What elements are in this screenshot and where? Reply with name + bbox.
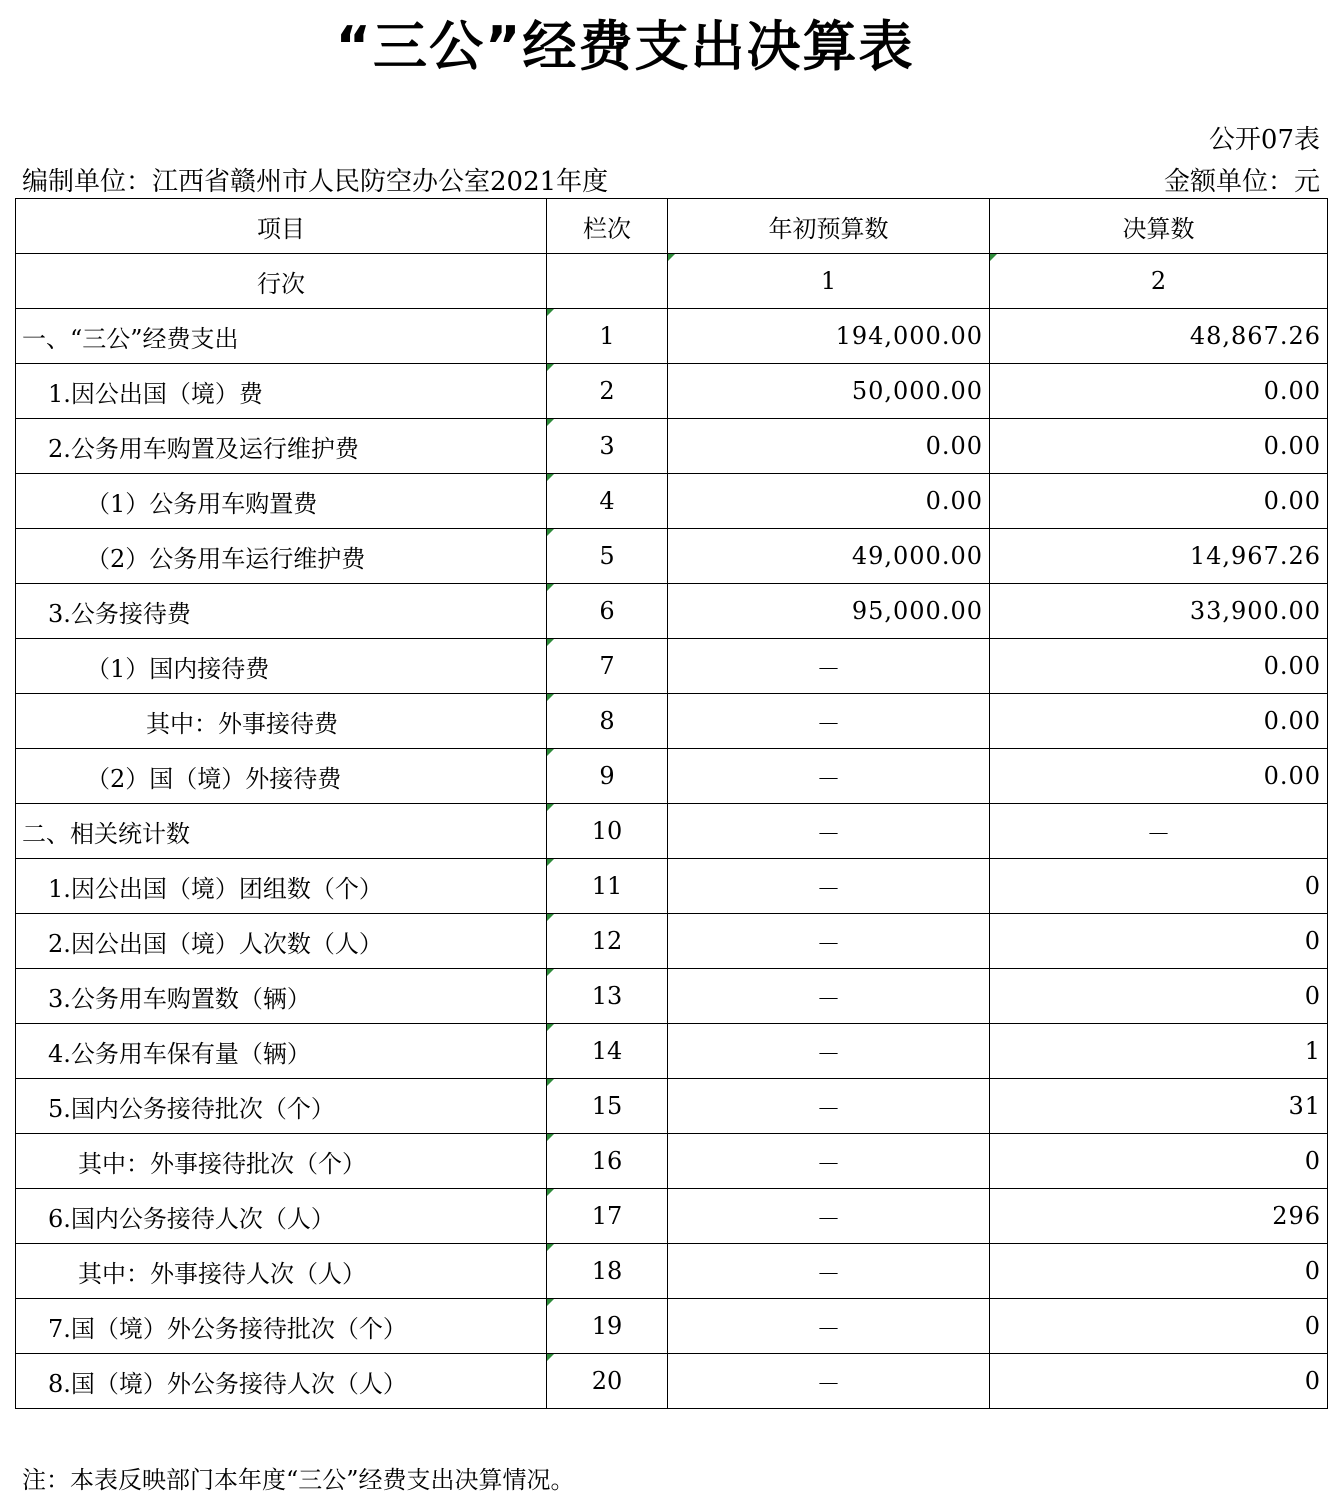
row-seq: 12 bbox=[547, 914, 668, 969]
row-item: （1）国内接待费 bbox=[16, 639, 547, 694]
row-final: 48,867.26 bbox=[990, 309, 1328, 364]
row-final: 0 bbox=[990, 1354, 1328, 1409]
row-final: 0.00 bbox=[990, 694, 1328, 749]
table-row bbox=[16, 804, 1328, 859]
row-budget: － bbox=[668, 804, 990, 859]
header-seq: 栏次 bbox=[547, 199, 668, 254]
table-row bbox=[16, 1244, 1328, 1299]
seq-blank bbox=[547, 254, 668, 309]
header-final: 决算数 bbox=[990, 199, 1328, 254]
row-final: 296 bbox=[990, 1189, 1328, 1244]
row-seq: 8 bbox=[547, 694, 668, 749]
row-item: 8.国（境）外公务接待人次（人） bbox=[16, 1354, 547, 1409]
table-row bbox=[16, 309, 1328, 364]
row-seq: 5 bbox=[547, 529, 668, 584]
row-budget: 49,000.00 bbox=[668, 529, 990, 584]
row-budget: － bbox=[668, 1024, 990, 1079]
row-seq: 18 bbox=[547, 1244, 668, 1299]
row-seq: 2 bbox=[547, 364, 668, 419]
row-item: 4.公务用车保有量（辆） bbox=[16, 1024, 547, 1079]
row-budget: － bbox=[668, 914, 990, 969]
unit-line bbox=[22, 164, 1320, 200]
row-budget: 50,000.00 bbox=[668, 364, 990, 419]
row-item: 其中：外事接待批次（个） bbox=[16, 1134, 547, 1189]
row-budget: － bbox=[668, 1134, 990, 1189]
table-row bbox=[16, 419, 1328, 474]
expense-table bbox=[15, 198, 1328, 1409]
row-budget: － bbox=[668, 1189, 990, 1244]
row-seq: 6 bbox=[547, 584, 668, 639]
row-final: 0.00 bbox=[990, 419, 1328, 474]
row-seq: 13 bbox=[547, 969, 668, 1024]
row-seq: 1 bbox=[547, 309, 668, 364]
row-final: 0 bbox=[990, 859, 1328, 914]
row-budget: － bbox=[668, 694, 990, 749]
row-seq: 16 bbox=[547, 1134, 668, 1189]
row-item: （2）公务用车运行维护费 bbox=[16, 529, 547, 584]
row-item: 其中：外事接待人次（人） bbox=[16, 1244, 547, 1299]
row-seq: 11 bbox=[547, 859, 668, 914]
row-final: 0 bbox=[990, 1299, 1328, 1354]
row-budget: － bbox=[668, 969, 990, 1024]
row-seq: 9 bbox=[547, 749, 668, 804]
row-seq: 15 bbox=[547, 1079, 668, 1134]
row-final: 14,967.26 bbox=[990, 529, 1328, 584]
row-seq: 17 bbox=[547, 1189, 668, 1244]
row-final: 0 bbox=[990, 1244, 1328, 1299]
table-row bbox=[16, 1079, 1328, 1134]
row-final: 0.00 bbox=[990, 474, 1328, 529]
row-item: 6.国内公务接待人次（人） bbox=[16, 1189, 547, 1244]
table-row bbox=[16, 969, 1328, 1024]
page-title: “三公”经费支出决算表 bbox=[335, 15, 915, 78]
row-final: 0 bbox=[990, 969, 1328, 1024]
table-row bbox=[16, 914, 1328, 969]
table-row bbox=[16, 474, 1328, 529]
row-item: 5.国内公务接待批次（个） bbox=[16, 1079, 547, 1134]
budget-column-number: 1 bbox=[668, 254, 990, 309]
row-label: 行次 bbox=[16, 254, 547, 309]
row-final: － bbox=[990, 804, 1328, 859]
row-item: 二、相关统计数 bbox=[16, 804, 547, 859]
row-item: 3.公务用车购置数（辆） bbox=[16, 969, 547, 1024]
table-row bbox=[16, 1189, 1328, 1244]
table-row bbox=[16, 1354, 1328, 1409]
table-row bbox=[16, 1134, 1328, 1189]
row-seq: 20 bbox=[547, 1354, 668, 1409]
header-row bbox=[16, 199, 1328, 254]
row-item: 2.公务用车购置及运行维护费 bbox=[16, 419, 547, 474]
row-item: （2）国（境）外接待费 bbox=[16, 749, 547, 804]
row-final: 0 bbox=[990, 914, 1328, 969]
row-final: 0.00 bbox=[990, 364, 1328, 419]
row-seq: 14 bbox=[547, 1024, 668, 1079]
row-budget: 0.00 bbox=[668, 474, 990, 529]
row-final: 0.00 bbox=[990, 749, 1328, 804]
row-budget: － bbox=[668, 1299, 990, 1354]
row-final: 1 bbox=[990, 1024, 1328, 1079]
table-row bbox=[16, 529, 1328, 584]
row-item: 其中：外事接待费 bbox=[16, 694, 547, 749]
row-budget: － bbox=[668, 749, 990, 804]
table-row bbox=[16, 694, 1328, 749]
table-row bbox=[16, 859, 1328, 914]
row-item: 7.国（境）外公务接待批次（个） bbox=[16, 1299, 547, 1354]
row-budget: 95,000.00 bbox=[668, 584, 990, 639]
compiling-unit: 编制单位：江西省赣州市人民防空办公室2021年度 bbox=[22, 167, 609, 197]
row-budget: － bbox=[668, 639, 990, 694]
row-item: （1）公务用车购置费 bbox=[16, 474, 547, 529]
row-budget: － bbox=[668, 859, 990, 914]
row-budget: 0.00 bbox=[668, 419, 990, 474]
row-final: 0 bbox=[990, 1134, 1328, 1189]
row-item: 一、“三公”经费支出 bbox=[16, 309, 547, 364]
column-number-row bbox=[16, 254, 1328, 309]
row-item: 1.因公出国（境）费 bbox=[16, 364, 547, 419]
row-item: 1.因公出国（境）团组数（个） bbox=[16, 859, 547, 914]
table-row bbox=[16, 1299, 1328, 1354]
row-final: 31 bbox=[990, 1079, 1328, 1134]
amount-unit: 金额单位：元 bbox=[1163, 167, 1320, 197]
header-item: 项目 bbox=[16, 199, 547, 254]
row-seq: 19 bbox=[547, 1299, 668, 1354]
row-budget: 194,000.00 bbox=[668, 309, 990, 364]
row-item: 2.因公出国（境）人次数（人） bbox=[16, 914, 547, 969]
row-final: 33,900.00 bbox=[990, 584, 1328, 639]
row-seq: 3 bbox=[547, 419, 668, 474]
row-seq: 7 bbox=[547, 639, 668, 694]
row-budget: － bbox=[668, 1079, 990, 1134]
table-row bbox=[16, 749, 1328, 804]
row-item: 3.公务接待费 bbox=[16, 584, 547, 639]
table-note: 注：本表反映部门本年度“三公”经费支出决算情况。 bbox=[22, 1466, 575, 1494]
form-code: 公开07表 bbox=[1208, 125, 1320, 155]
table-row bbox=[16, 584, 1328, 639]
row-seq: 4 bbox=[547, 474, 668, 529]
row-budget: － bbox=[668, 1244, 990, 1299]
table-row bbox=[16, 1024, 1328, 1079]
table-row bbox=[16, 364, 1328, 419]
row-seq: 10 bbox=[547, 804, 668, 859]
row-final: 0.00 bbox=[990, 639, 1328, 694]
final-column-number: 2 bbox=[990, 254, 1328, 309]
header-budget: 年初预算数 bbox=[668, 199, 990, 254]
row-budget: － bbox=[668, 1354, 990, 1409]
table-row bbox=[16, 639, 1328, 694]
